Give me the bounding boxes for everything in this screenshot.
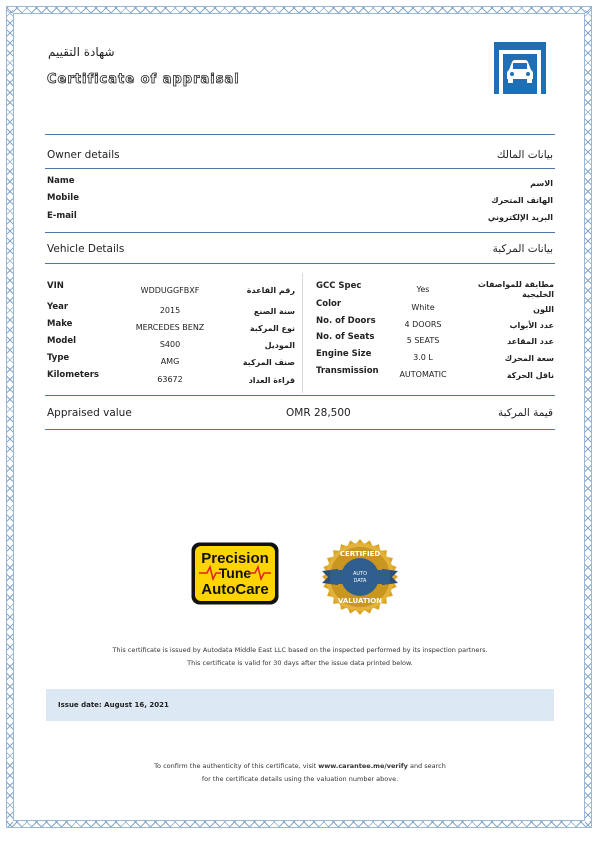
owner-mobile-label-ar: الهاتف المتحرك	[491, 196, 553, 205]
type-label: Type	[47, 353, 70, 363]
color-label: Color	[316, 299, 342, 309]
color-value: White	[411, 303, 435, 312]
svg-text:Tune: Tune	[218, 565, 252, 581]
divider	[45, 134, 555, 135]
model-value: S400	[159, 340, 181, 349]
doors-label-ar: عدد الأبواب	[509, 321, 554, 330]
vin-value: WDDUGGFBXF	[140, 286, 200, 295]
make-label: Make	[47, 319, 73, 329]
vehicle-section-header	[47, 243, 553, 255]
svg-text:VALUATION: VALUATION	[337, 597, 383, 605]
divider	[45, 263, 555, 264]
engine-size-value: 3.0 L	[413, 353, 433, 362]
divider	[45, 232, 555, 233]
transmission-value: AUTOMATIC	[399, 370, 447, 379]
verify-note-2: for the certificate details using the valuation number above.	[201, 775, 399, 783]
model-label: Model	[47, 336, 77, 346]
page-title: Certificate of appraisal	[47, 72, 240, 87]
gcc-spec-value: Yes	[416, 285, 430, 294]
doors-label: No. of Doors	[316, 316, 376, 326]
engine-size-label-ar: سعة المحرك	[504, 354, 554, 363]
certified-valuation-seal	[320, 537, 400, 617]
transmission-label: Transmission	[316, 366, 379, 376]
owner-section-header	[47, 149, 553, 161]
owner-name-label-ar: الاسم	[530, 179, 553, 188]
svg-text:DATA: DATA	[353, 578, 367, 584]
precision-tune-logo	[191, 542, 279, 605]
owner-email-label: E-mail	[47, 211, 77, 221]
appraised-value-label-ar: قيمة المركبة	[497, 407, 553, 419]
vehicle-heading-ar: بيانات المركبة	[492, 243, 553, 255]
model-label-ar: الموديل	[264, 341, 295, 350]
owner-email-label-ar: البريد الإلكتروني	[487, 213, 553, 222]
divider	[45, 168, 555, 169]
doors-value: 4 DOORS	[404, 320, 442, 329]
svg-text:CERTIFIED: CERTIFIED	[339, 550, 381, 558]
issue-date: Issue date: August 16, 2021	[58, 701, 169, 709]
verify-note	[0, 762, 600, 770]
kilometers-value: 63672	[157, 375, 183, 384]
owner-name-label: Name	[47, 176, 75, 186]
car-garage-icon	[494, 42, 546, 94]
gcc-spec-label: GCC Spec	[316, 281, 362, 291]
divider	[45, 395, 555, 396]
appraised-value: OMR 28,500	[286, 407, 351, 419]
type-label-ar: صنف المركبة	[242, 358, 295, 367]
year-label-ar: سنة الصنع	[253, 307, 295, 316]
year-label: Year	[47, 302, 69, 312]
divider	[45, 429, 555, 430]
vin-label-ar: رقم القاعدة	[246, 286, 295, 295]
verify-note-pre: To confirm the authenticity of this certificate, visit	[154, 762, 319, 770]
svg-text:AUTO: AUTO	[352, 571, 368, 577]
certificate-note-2: This certificate is valid for 30 days after the issue data printed below.	[187, 659, 413, 667]
certificate-note-1: This certificate is issued by Autodata Middle East LLC based on the inspected performed by its inspection partners.	[112, 646, 488, 654]
verify-note-post: and search	[407, 762, 446, 770]
vehicle-heading: Vehicle Details	[47, 243, 125, 255]
appraised-value-label: Appraised value	[47, 407, 132, 419]
vin-label: VIN	[47, 281, 64, 291]
make-value: MERCEDES BENZ	[135, 323, 205, 332]
svg-text:AutoCare: AutoCare	[201, 581, 269, 598]
type-value: AMG	[160, 357, 180, 366]
gcc-spec-label-ar: مطابقة للمواصفات الخليجية	[477, 280, 554, 299]
kilometers-label-ar: قراءة العداد	[248, 376, 295, 385]
svg-text:Precision: Precision	[201, 550, 269, 567]
column-divider	[302, 273, 303, 393]
seats-label-ar: عدد المقاعد	[507, 337, 554, 346]
seats-label: No. of Seats	[316, 332, 375, 342]
engine-size-label: Engine Size	[316, 349, 372, 359]
transmission-label-ar: ناقل الحركة	[506, 371, 554, 380]
owner-mobile-label: Mobile	[47, 193, 79, 203]
year-value: 2015	[159, 306, 181, 315]
verify-link[interactable]: www.carantee.me/verify	[318, 762, 408, 770]
make-label-ar: نوع المركبة	[249, 324, 295, 333]
owner-heading: Owner details	[47, 149, 120, 161]
kilometers-label: Kilometers	[47, 370, 99, 380]
color-label-ar: اللون	[533, 305, 554, 314]
owner-heading-ar: بيانات المالك	[496, 149, 553, 161]
seats-value: 5 SEATS	[406, 336, 440, 345]
title-arabic: شهادة التقييم	[48, 45, 115, 59]
